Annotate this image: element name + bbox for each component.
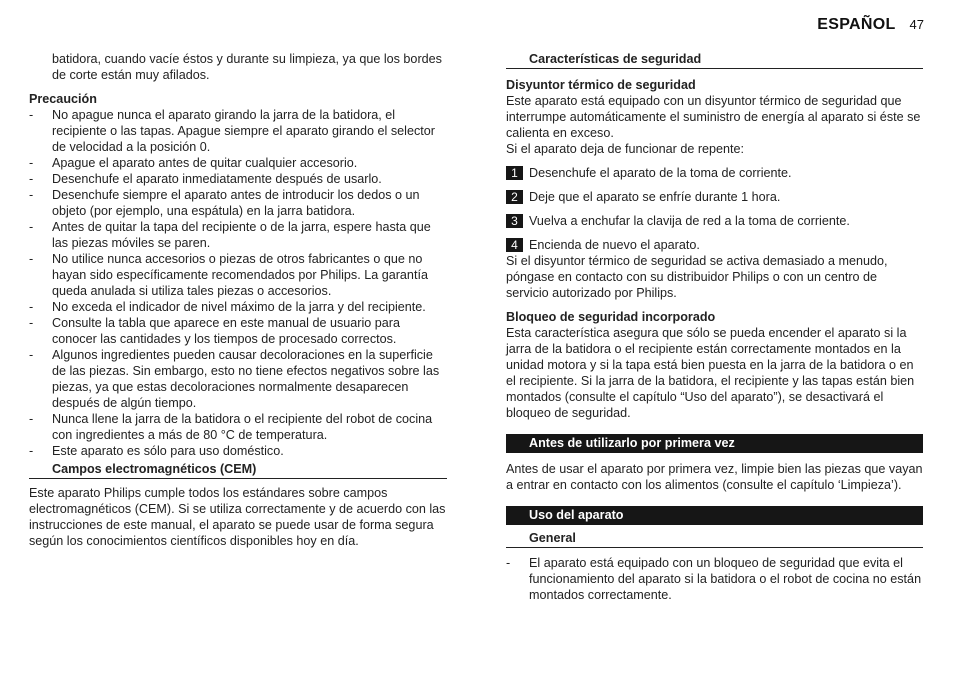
list-item: - No apague nunca el aparato girando la jarra de la batidora, el recipiente o las tapas. Apague siempre el aparato girando el selector de velocidad a la posición 0.	[29, 107, 447, 155]
list-item: - Antes de quitar la tapa del recipiente o de la jarra, espere hasta que las piezas móviles se paren.	[29, 219, 447, 251]
general-list	[506, 555, 923, 603]
left-column	[29, 51, 447, 549]
step-number-badge: 3	[506, 214, 523, 228]
step-text: Vuelva a enchufar la clavija de red a la toma de corriente.	[529, 214, 850, 228]
list-item: - Desenchufe siempre el aparato antes de introducir los dedos o un objeto (por ejemplo, una espátula) en la jarra batidora.	[29, 187, 447, 219]
list-item: - No utilice nunca accesorios o piezas de otros fabricantes o que no hayan sido específicamente recomendados por Philips. La garantía queda anulada si utiliza tales piezas o accesorios.	[29, 251, 447, 299]
page-number: 47	[909, 17, 924, 32]
first-use-heading: Antes de utilizarlo por primera vez	[506, 434, 923, 453]
list-item: - No exceda el indicador de nivel máximo de la jarra y del recipiente.	[29, 299, 447, 315]
list-item: - Apague el aparato antes de quitar cualquier accesorio.	[29, 155, 447, 171]
thermal-heading: Disyuntor térmico de seguridad	[506, 78, 696, 92]
list-item: - Algunos ingredientes pueden causar decoloraciones en la superficie de las piezas. Sin embargo, esto no tiene efectos negativos sobre las piezas, ya que estas decoloraciones normalmente desaparecen después de algún tiempo.	[29, 347, 447, 411]
page-header	[817, 16, 924, 34]
use-heading: Uso del aparato	[506, 506, 923, 525]
caution-heading: Precaución	[29, 92, 97, 106]
step-text: Desenchufe el aparato de la toma de corriente.	[529, 166, 792, 180]
list-item: - Nunca llene la jarra de la batidora o el recipiente del robot de cocina con ingredientes a más de 80 °C de temperatura.	[29, 411, 447, 443]
step-3	[506, 213, 923, 229]
right-column	[506, 51, 923, 603]
thermal-after-text: Si el disyuntor térmico de seguridad se activa demasiado a menudo, póngase en contacto con su distribuidor Philips o con un centro de servicio autorizado por Philips.	[506, 254, 888, 300]
step-number-badge: 4	[506, 238, 523, 252]
language-label: ESPAÑOL	[817, 16, 896, 33]
safety-heading: Características de seguridad	[506, 51, 923, 69]
step-number-badge: 1	[506, 166, 523, 180]
lock-text: Esta característica asegura que sólo se pueda encender el aparato si la jarra de la batidora o el recipiente están correctamente montados en la unidad motora y si la tapa está bien puesta en la jarra de la batidora o en el recipiente. Si la jarra de la batidora, el recipiente y las tapas están bien montados (consulte el capítulo “Uso del aparato”), se desactivará el bloqueo de seguridad.	[506, 326, 915, 420]
step-4	[506, 237, 923, 253]
step-1	[506, 165, 923, 181]
general-heading: General	[506, 530, 923, 548]
thermal-if-text: Si el aparato deja de funcionar de repente:	[506, 142, 745, 156]
step-number-badge: 2	[506, 190, 523, 204]
list-item: - El aparato está equipado con un bloqueo de seguridad que evita el funcionamiento del aparato si la batidora o el robot de cocina no están montados correctamente.	[506, 555, 923, 603]
thermal-text: Este aparato está equipado con un disyuntor térmico de seguridad que interrumpe automáticamente el suministro de energía al aparato si éste se calienta en exceso.	[506, 94, 921, 140]
step-text: Deje que el aparato se enfríe durante 1 hora.	[529, 190, 781, 204]
emf-heading: Campos electromagnéticos (CEM)	[29, 461, 447, 479]
list-item: - Desenchufe el aparato inmediatamente después de usarlo.	[29, 171, 447, 187]
emf-text: Este aparato Philips cumple todos los estándares sobre campos electromagnéticos (CEM). Si se utiliza correctamente y de acuerdo con las instrucciones de este manual, el aparato se puede usar de forma segura según los conocimientos científicos disponibles hoy en día.	[29, 486, 446, 548]
step-text: Encienda de nuevo el aparato.	[529, 238, 700, 252]
first-use-text: Antes de usar el aparato por primera vez, limpie bien las piezas que vayan a entrar en contacto con los alimentos (consulte el capítulo ‘Limpieza’).	[506, 462, 923, 492]
lock-heading: Bloqueo de seguridad incorporado	[506, 310, 716, 324]
list-item: - Este aparato es sólo para uso doméstico.	[29, 443, 447, 459]
list-item: - Consulte la tabla que aparece en este manual de usuario para conocer las cantidades y los tiempos de procesado correctos.	[29, 315, 447, 347]
step-2	[506, 189, 923, 205]
intro-text: batidora, cuando vacíe éstos y durante su limpieza, ya que los bordes de corte están muy afilados.	[52, 52, 442, 82]
caution-list	[29, 107, 447, 459]
